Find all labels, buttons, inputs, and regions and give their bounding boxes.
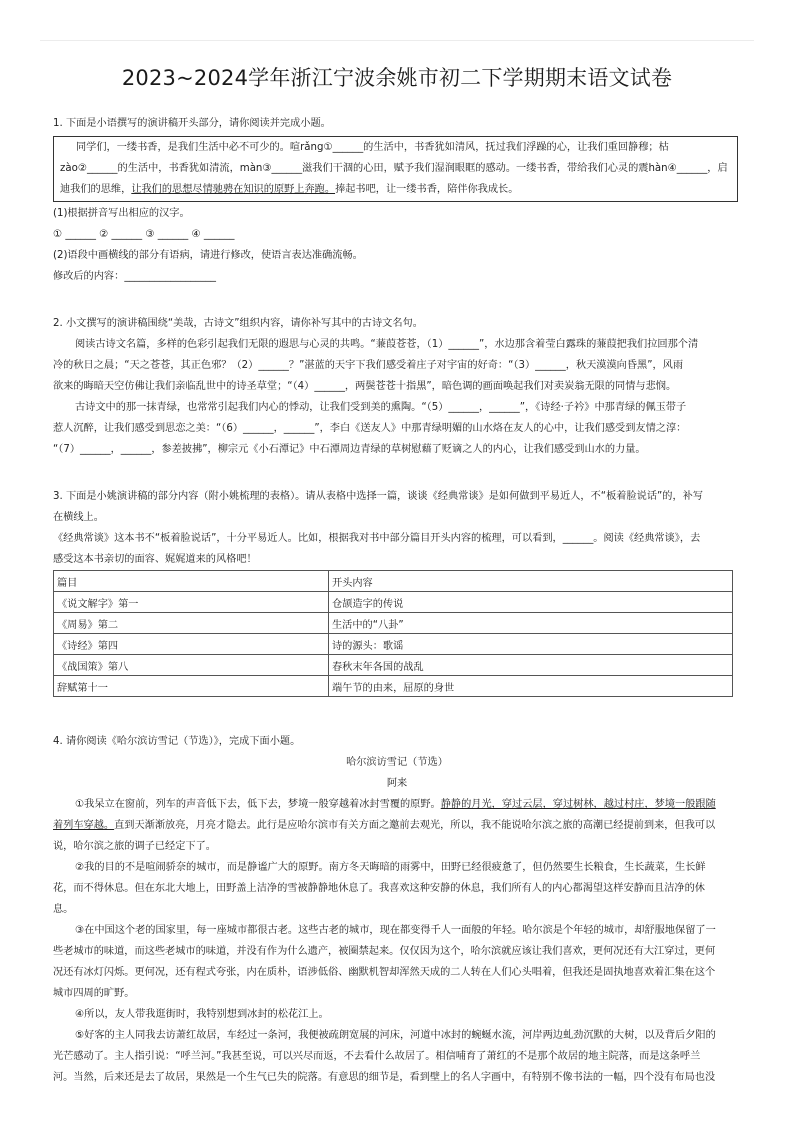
article-line: 况还有冰灯闪烁。更何况，还有程式夸张，内在质朴，语涉低俗、幽默机智却浑然天成的二人转在人们心头唱着，但我还是固执地喜欢着汇集在这个 bbox=[53, 967, 716, 978]
q3-line: 感受这本书亲切的面容、娓娓道来的风格吧！ bbox=[53, 554, 257, 565]
q1-text: 捧起书吧，让一缕书香，陪伴你我成长。 bbox=[335, 184, 519, 195]
article-line: ⑤好客的主人同我去访萧红故居，车经过一条河，我便被疏朗宽展的河床，河道中冰封的蜿蜒水流，河岸两边虬劲沉默的大树，以及背后夕阳的 bbox=[75, 1030, 716, 1041]
article-author: 阿来 bbox=[386, 778, 408, 789]
table-cell: 《诗经》第四 bbox=[54, 634, 329, 655]
article-line: 说，哈尔滨之旅的调子已经定下了。 bbox=[53, 841, 216, 852]
article-line: 花，而不得休息。但在东北大地上，田野盖上洁净的雪被静静地休息了。我喜欢这种安静的休息，我们所有人的内心都渴望这样安静而且洁净的休 bbox=[53, 883, 705, 894]
q2-line: 古诗文中的那一抹青绿，也常常引起我们内心的悸动，让我们受到美的熏陶。“（5）______，______”，《诗经·子衿》中那青绿的佩玉带子 bbox=[75, 402, 687, 413]
q1-answer-line bbox=[53, 266, 216, 287]
q1-passage-line: zào②______的生活中，书香犹如清流，màn③______滋我们干涸的心田，赋予我们湿润眼眶的感动。一缕书香，带给我们心灵的震hàn④______，启 bbox=[60, 163, 728, 174]
table-row bbox=[54, 613, 733, 634]
q2-line: 阅读古诗文名篇，多样的色彩引起我们无限的遐思与心灵的共鸣。“蒹葭苍苍，（1）______”，水边那含着莹白露珠的蒹葭把我们拉回那个清 bbox=[75, 339, 699, 350]
article-underlined-text: 着列车穿越。 bbox=[53, 820, 115, 831]
q3-intro: 在横线上。 bbox=[53, 512, 104, 523]
article-line bbox=[53, 815, 715, 836]
page-top-rule bbox=[40, 40, 754, 41]
article-underlined-text: 静静的月光，穿过云层，穿过树林，越过村庄，梦境一般跟随 bbox=[440, 799, 716, 810]
article-line: ②我的目的不是喧闹骄奈的城市，而是静谧广大的原野。南方冬天晦暗的雨雾中，田野已经很疲惫了，但仍然要生长粮食，生长蔬菜，生长鲜 bbox=[75, 862, 706, 873]
q3-line: 《经典常谈》这本书不“板着脸说话”，十分平易近人。比如，根据我对书中部分篇目开头内容的梳理，可以看到，______。阅读《经典常谈》，去 bbox=[53, 533, 701, 544]
table-cell: 端午节的由来，屈原的身世 bbox=[329, 676, 733, 697]
table-cell: 生活中的“八卦” bbox=[329, 613, 733, 634]
article-line: ④所以，友人带我逛街时，我特别想到冰封的松花江上。 bbox=[75, 1009, 329, 1020]
q1-passage-line: 同学们，一缕书香，是我们生活中必不可少的。喧rǎng①______的生活中，书香犹如清风，抚过我们浮躁的心，让我们重回静穆；枯 bbox=[76, 142, 669, 153]
article-line: 息。 bbox=[53, 904, 74, 915]
q1-underlined-sentence: 让我们的思想尽情驰骋在知识的原野上奔跑。 bbox=[131, 184, 336, 195]
q3-table bbox=[53, 570, 733, 697]
table-cell: 诗的源头：歌谣 bbox=[329, 634, 733, 655]
table-cell: 《战国策》第八 bbox=[54, 655, 329, 676]
article-title: 哈尔滨访雪记（节选） bbox=[346, 757, 448, 768]
table-cell: 仓颉造字的传说 bbox=[329, 592, 733, 613]
article-line: ③在中国这个老的国家里，每一座城市都很古老。这些古老的城市，现在都变得千人一面般的年轻。哈尔滨是个年轻的城市，却舒服地保留了一 bbox=[75, 925, 716, 936]
article-text: 直到天渐渐放亮，月亮才隐去。此行是应哈尔滨市有关方面之邀前去观光，所以，我不能说哈尔滨之旅的高潮已经提前到来，但我可以 bbox=[114, 820, 716, 831]
q1-sub1-blanks: ① ______ ② ______ ③ ______ ④ ______ bbox=[53, 229, 235, 240]
table-header-cell: 篇目 bbox=[54, 571, 329, 592]
q2-line: 冷的秋日之晨；“天之苍苍，其正色邪？（2）______？”湛蓝的天宇下我们感受着庄子对宇宙的好奇：“（3）______，秋天漠漠向昏黑”，风雨 bbox=[53, 360, 684, 371]
article-line bbox=[75, 794, 716, 815]
q2-intro: 2. 小文撰写的演讲稿围绕“美哉，古诗文”组织内容，请你补写其中的古诗文名句。 bbox=[53, 318, 423, 329]
q1-sub1: (1)根据拼音写出相应的汉字。 bbox=[53, 208, 190, 219]
q3-intro: 3. 下面是小姚演讲稿的部分内容（附小姚梳理的表格）。请从表格中选择一篇，谈谈《经典常谈》是如何做到平易近人，不“板着脸说话”的，补写 bbox=[53, 491, 704, 502]
q2-line: 惹人沉醉，让我们感受到思恋之美：“（6）______，______”，李白《送友人》中那青绿明媚的山水烙在友人的心中，让我们感受到友情之淳： bbox=[53, 423, 687, 434]
q2-line: “（7）______，______，参差披拂”，柳宗元《小石潭记》中石潭周边青绿的草树慰藉了贬谪之人的内心，让我们感受到山水的力量。 bbox=[53, 444, 646, 455]
article-line: 光芒感动了。主人指引说：“呼兰河。”我甚至说，可以兴尽而返，不去看什么故居了。相信哺育了萧红的不是那个故居的地主院落，而是这条呼兰 bbox=[53, 1051, 701, 1062]
article-line: 城市四周的旷野。 bbox=[53, 988, 135, 999]
article-line: 些老城市的味道，而这些老城市的味道，并没有作为什么遗产，被圈禁起来。仅仅因为这个，哈尔滨就应该让我们喜欢，更何况还有大江穿过，更何 bbox=[53, 946, 716, 957]
table-row bbox=[54, 655, 733, 676]
table-cell: 《说文解字》第一 bbox=[54, 592, 329, 613]
article-text: ①我呆立在窗前，列车的声音低下去，低下去，梦境一般穿越着冰封雪覆的原野。 bbox=[75, 799, 441, 810]
q1-passage-line bbox=[60, 179, 518, 200]
q1-text: 迪我们的思维， bbox=[60, 184, 132, 195]
article-line: 河。当然，后来还是去了故居，果然是一个生气已失的院落。有意思的细节是，看到壁上的名人字画中，有特别不像书法的一幅，四个没有布局也没 bbox=[53, 1072, 716, 1083]
table-header-cell: 开头内容 bbox=[329, 571, 733, 592]
exam-title: 2023~2024学年浙江宁波余姚市初二下学期期末语文试卷 bbox=[121, 66, 673, 90]
table-cell: 《周易》第二 bbox=[54, 613, 329, 634]
table-cell: 春秋末年各国的战乱 bbox=[329, 655, 733, 676]
table-row bbox=[54, 676, 733, 697]
table-row bbox=[54, 592, 733, 613]
q1-sub2: (2)语段中画横线的部分有语病，请进行修改，使语言表达准确流畅。 bbox=[53, 250, 363, 261]
table-row bbox=[54, 634, 733, 655]
q2-line: 欲来的晦暗天空仿佛让我们亲临乱世中的诗圣草堂；“（4）______，两鬓苍苍十指黑”，暗色调的画面唤起我们对卖炭翁无限的同情与悲悯。 bbox=[53, 381, 677, 392]
q1-intro: 1. 下面是小语撰写的演讲稿开头部分，请你阅读并完成小题。 bbox=[53, 118, 331, 129]
table-header-row bbox=[54, 571, 733, 592]
q1-answer-label: 修改后的内容： bbox=[53, 271, 125, 282]
table-cell: 辞赋第十一 bbox=[54, 676, 329, 697]
q1-answer-blank: __________________ bbox=[124, 271, 216, 282]
q4-intro: 4. 请你阅读《哈尔滨访雪记（节选）》，完成下面小题。 bbox=[53, 736, 301, 747]
q1-passage-box bbox=[53, 136, 738, 202]
